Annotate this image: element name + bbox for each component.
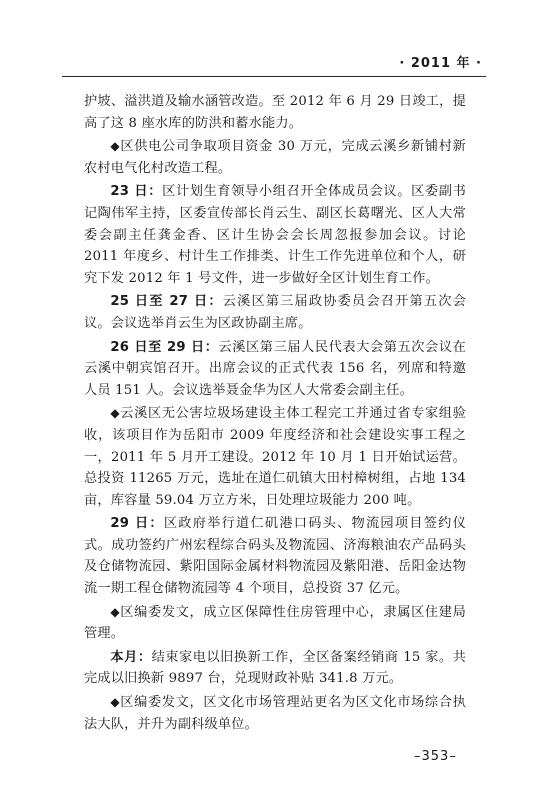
diamond-bullet-icon: ◆	[110, 604, 121, 619]
paragraph-text: 云溪区无公害垃圾场建设主体工程完工并通过省专家组验收，该项目作为岳阳市 2009 年度经济和社会建设实事工程之一，2011 年 5 月开工建设。2012 年 10 月 1 日开始试运营。总投资 11265 万元，选址在道仁矶镇大田村樟树组，占地 134 亩，库容量 59.04 万立方米，日处理垃圾能力 200 吨。	[84, 406, 466, 508]
paragraph	[84, 403, 466, 511]
paragraph-text: 区政府举行道仁矶港口码头、物流园项目签约仪式。成功签约广州宏程综合码头及物流园、济海粮油农产品码头及仓储物流园、紫阳国际金属材料物流园及紫阳港、岳阳金达物流一期工程仓储物流园等 4 个项目，总投资 37 亿元。	[84, 516, 466, 597]
paragraph	[84, 337, 466, 402]
date-lead: 23 日：	[110, 184, 163, 200]
paragraph	[84, 647, 466, 690]
paragraph-text: 云溪区第三届政协委员会召开第五次会议。会议选举肖云生为区政协副主席。	[84, 294, 466, 331]
paragraph	[84, 513, 466, 599]
paragraph-text: 区供电公司争取项目资金 30 万元，完成云溪乡新铺村新农村电气化村改造工程。	[84, 139, 466, 176]
date-lead: 本月：	[110, 649, 152, 665]
paragraph-text: 区编委发文，成立区保障性住房管理中心，隶属区住建局管理。	[84, 604, 466, 642]
paragraph-text: 区计划生育领导小组召开全体成员会议。区委副书记陶伟军主持，区委宣传部长肖云生、副区长葛曙光、区人大常委会副主任龚金香、区计生协会会长周忽报参加会议。讨论 2011 年度乡、村计生工作排类、计生工作先进单位和个人，研究下发 2012 年 1 号文件，进一步做好全区计划生育工作。	[84, 184, 466, 286]
header-year: · 2011 年 ·	[399, 56, 482, 71]
paragraph	[84, 602, 466, 645]
paragraph	[84, 136, 466, 179]
date-lead: 25 日至 27 日：	[110, 294, 223, 310]
diamond-bullet-icon: ◆	[110, 406, 121, 421]
page-body	[84, 91, 466, 737]
paragraph-text: 区编委发文，区文化市场管理站更名为区文化市场综合执法大队，并升为副科级单位。	[84, 695, 466, 732]
diamond-bullet-icon: ◆	[110, 695, 121, 710]
diamond-bullet-icon: ◆	[110, 139, 121, 154]
date-lead: 26 日至 29 日：	[110, 339, 219, 355]
running-header	[62, 50, 486, 77]
page-number: –353–	[414, 749, 457, 764]
paragraph-text: 云溪区第三届人民代表大会第五次会议在云溪中朝宾馆召开。出席会议的正式代表 156 名，列席和特邀人员 151 人。会议选举聂金华为区人大常委会副主任。	[84, 339, 466, 398]
paragraph	[84, 692, 466, 735]
paragraph-text: 护坡、溢洪道及输水涵管改造。至 2012 年 6 月 29 日竣工，提高了这 8 座水库的防洪和蓄水能力。	[84, 94, 466, 131]
paragraph	[84, 91, 466, 134]
paragraph	[84, 291, 466, 334]
paragraph-text: 结束家电以旧换新工作，全区备案经销商 15 家。共完成以旧换新 9897 台，兑现财政补贴 341.8 万元。	[84, 649, 466, 687]
date-lead: 29 日：	[110, 516, 164, 532]
paragraph	[84, 181, 466, 289]
